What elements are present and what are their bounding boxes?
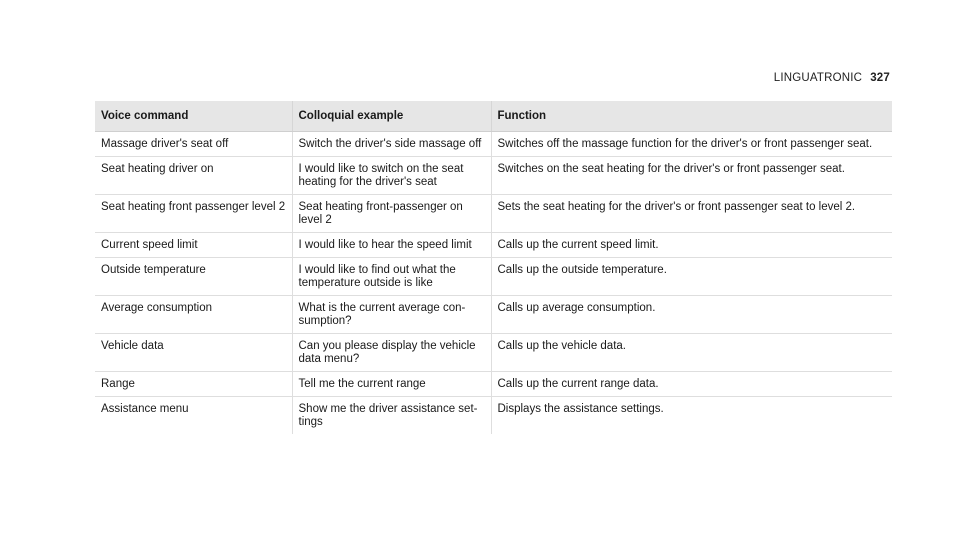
table-row bbox=[95, 258, 892, 296]
voice-command-cell: Outside temperature bbox=[95, 258, 292, 296]
table-row bbox=[95, 397, 892, 435]
function-cell: Calls up average consumption. bbox=[491, 296, 892, 334]
page-number: 327 bbox=[870, 72, 890, 84]
voice-command-cell: Seat heating driver on bbox=[95, 157, 292, 195]
colloquial-example-cell: Show me the driver assistance set-tings bbox=[292, 397, 491, 435]
table-row bbox=[95, 195, 892, 233]
voice-command-cell: Range bbox=[95, 372, 292, 397]
function-cell: Displays the assistance settings. bbox=[491, 397, 892, 435]
colloquial-example-cell: Can you please display the vehicle data menu? bbox=[292, 334, 491, 372]
function-cell: Calls up the outside temperature. bbox=[491, 258, 892, 296]
colloquial-example-cell: I would like to hear the speed limit bbox=[292, 233, 491, 258]
column-header-voice-command: Voice command bbox=[95, 101, 292, 132]
colloquial-example-cell: Switch the driver's side massage off bbox=[292, 132, 491, 157]
function-cell: Calls up the current speed limit. bbox=[491, 233, 892, 258]
table-row bbox=[95, 233, 892, 258]
function-cell: Calls up the current range data. bbox=[491, 372, 892, 397]
page-header bbox=[774, 72, 890, 84]
table-row bbox=[95, 372, 892, 397]
table-row bbox=[95, 334, 892, 372]
table-header-row bbox=[95, 101, 892, 132]
voice-command-cell: Seat heating front passenger level 2 bbox=[95, 195, 292, 233]
voice-command-cell: Current speed limit bbox=[95, 233, 292, 258]
column-header-colloquial-example: Colloquial example bbox=[292, 101, 491, 132]
voice-command-cell: Assistance menu bbox=[101, 403, 189, 415]
function-cell: Calls up the vehicle data. bbox=[491, 334, 892, 372]
section-title: LINGUATRONIC bbox=[773, 72, 863, 84]
voice-command-cell: Massage driver's seat off bbox=[95, 132, 292, 157]
voice-command-table bbox=[95, 101, 892, 434]
table-row bbox=[95, 296, 892, 334]
table-row bbox=[95, 132, 892, 157]
colloquial-example-cell: What is the current average con-sumption? bbox=[292, 296, 491, 334]
function-cell: Sets the seat heating for the driver's or front passenger seat to level 2. bbox=[491, 195, 892, 233]
function-cell: Switches on the seat heating for the driver's or front passenger seat. bbox=[491, 157, 892, 195]
table-row bbox=[95, 157, 892, 195]
function-cell: Switches off the massage function for the driver's or front passenger seat. bbox=[491, 132, 892, 157]
voice-command-cell: Vehicle data bbox=[95, 334, 292, 372]
colloquial-example-cell: Tell me the current range bbox=[292, 372, 491, 397]
column-header-function: Function bbox=[491, 101, 892, 132]
voice-command-cell: Average consumption bbox=[95, 296, 292, 334]
colloquial-example-cell: I would like to switch on the seat heating for the driver's seat bbox=[292, 157, 491, 195]
colloquial-example-cell: Seat heating front-passenger on level 2 bbox=[292, 195, 491, 233]
colloquial-example-cell: I would like to find out what the temperature outside is like bbox=[292, 258, 491, 296]
